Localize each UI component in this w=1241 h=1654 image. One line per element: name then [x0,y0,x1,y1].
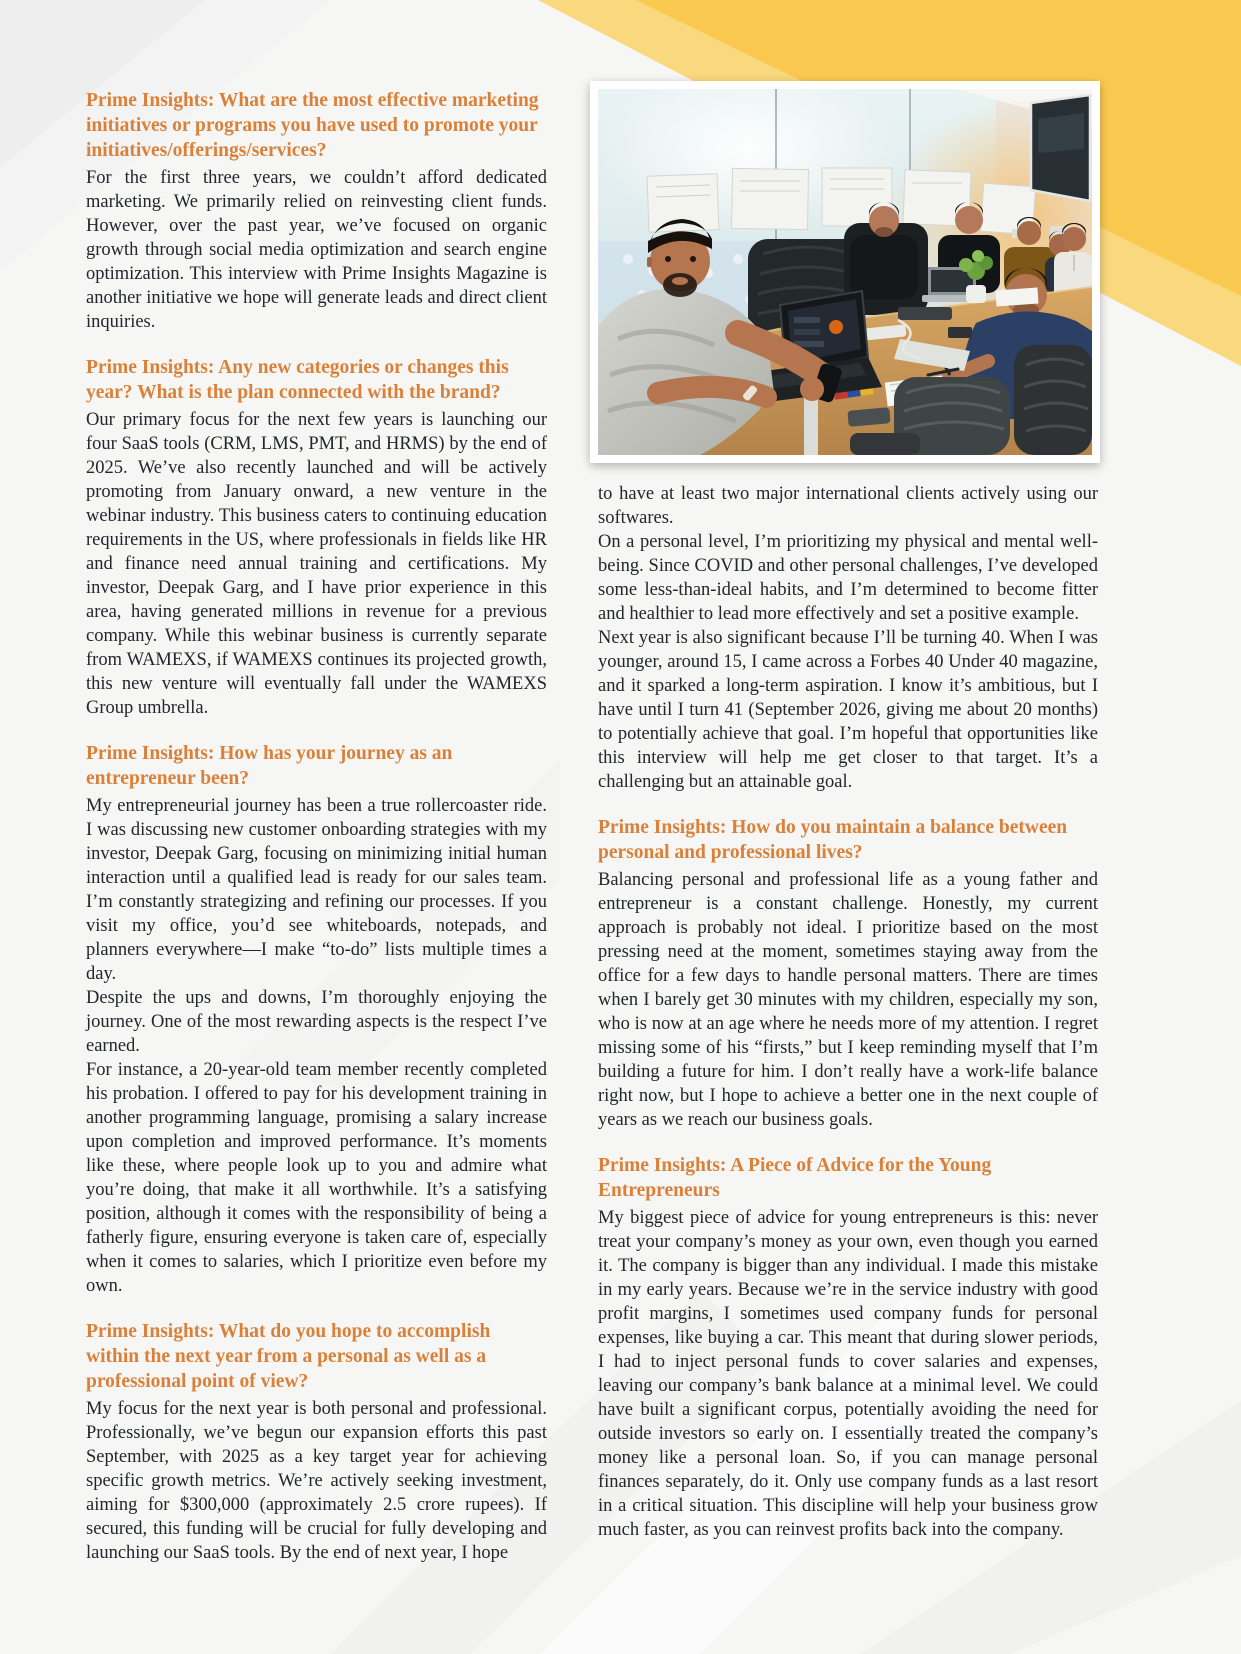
answer-paragraph: For instance, a 20-year-old team member recently completed his probation. I offered to pay for his development training in another programming language, promising a salary increase upon completion and improved performance. It’s moments like these, where people look up to you and admire what you’re doing, that make it all worthwhile. It’s a satisfying position, although it comes with the responsibility of being a fatherly figure, ensuring everyone is taken care of, especially when it comes to salaries, which I prioritize even before my own. [86,1060,547,1296]
question-heading: Prime Insights: How has your journey as an entrepreneur been? [86,743,453,789]
question-heading: Prime Insights: What do you hope to accomplish within the next year from a personal as well as a professional point of view? [86,1321,491,1392]
answer-paragraph: On a personal level, I’m prioritizing my physical and mental well-being. Since COVID and other personal challenges, I’ve developed some less-than-ideal habits, and I’m determined to become fitter and healthier to lead more effectively and set a positive example. [598,532,1098,624]
right-column [598,482,1098,1542]
answer-paragraph: Balancing personal and professional life as a young father and entrepreneur is a constant challenge. Honestly, my current approach is probably not ideal. I prioritize based on the most pressing need at the moment, sometimes staying away from the office for a few days to handle personal matters. There are times when I barely get 30 minutes with my children, especially my son, who is now at an age where he needs more of my attention. I regret missing some of his “firsts,” but I keep reminding myself that I’m building a future for him. I don’t really have a work-life balance right now, but I hope to achieve a better one in the next couple of years as we reach our business goals. [598,870,1098,1130]
question-heading: Prime Insights: Any new categories or changes this year? What is the plan connected with the brand? [86,357,509,403]
question-heading: Prime Insights: How do you maintain a balance between personal and professional lives? [598,817,1068,863]
meeting-photo [590,81,1100,463]
answer-paragraph: My biggest piece of advice for young entrepreneurs is this: never treat your company’s money as your own, even though you earned it. The company is bigger than any individual. I made this mistake in my early years. Because we’re in the service industry with good profit margins, I sometimes used company funds for personal expenses, like buying a car. This meant that during slower periods, I had to inject personal funds to cover salaries and expenses, leaving our company’s bank balance at a minimal level. We could have built a significant corpus, potentially avoiding the need for outside investors so early on. I essentially treated the company’s money like a personal loan. So, if you can manage personal finances separately, do it. Only use company funds as a last resort in a critical situation. This discipline will help your business grow much faster, as you can reinvest profits back into the company. [598,1208,1098,1540]
question-heading: Prime Insights: What are the most effective marketing initiatives or programs you have used to promote your initiatives/offerings/services? [86,90,539,161]
question-heading: Prime Insights: A Piece of Advice for the Young Entrepreneurs [598,1155,992,1201]
answer-paragraph: My focus for the next year is both personal and professional. Professionally, we’ve begun our expansion efforts this past September, with 2025 as a key target year for achieving specific growth metrics. We’re actively seeking investment, aiming for $300,000 (approximately 2.5 crore rupees). If secured, this funding will be crucial for fully developing and launching our SaaS tools. By the end of next year, I hope [86,1399,547,1563]
answer-paragraph: to have at least two major international clients actively using our softwares. [598,484,1098,528]
left-column [86,88,547,1565]
answer-paragraph: For the first three years, we couldn’t afford dedicated marketing. We primarily relied on reinvesting client funds. However, over the past year, we’ve focused on organic growth through social media optimization and search engine optimization. This interview with Prime Insights Magazine is another initiative we hope will generate leads and direct client inquiries. [86,168,547,332]
meeting-photo-illustration [598,89,1092,455]
answer-paragraph: My entrepreneurial journey has been a true rollercoaster ride. I was discussing new customer onboarding strategies with my investor, Deepak Garg, focusing on minimizing initial human interaction until a qualified lead is ready for our sales team. I’m constantly strategizing and refining our processes. If you visit my office, you’d see whiteboards, notepads, and planners everywhere—I make “to-do” lists multiple times a day. [86,796,547,984]
answer-paragraph: Our primary focus for the next few years is launching our four SaaS tools (CRM, LMS, PMT, and HRMS) by the end of 2025. We’ve also recently launched and will be actively promoting from January onward, a new venture in the webinar industry. This business caters to continuing education requirements in the US, where professionals in fields like HR and finance need annual training and certifications. My investor, Deepak Garg, and I have prior experience in this area, having generated millions in revenue for a previous company. While this webinar business is currently separate from WAMEXS, if WAMEXS continues its projected growth, this new venture will eventually fall under the WAMEXS Group umbrella. [86,410,547,718]
answer-paragraph: Next year is also significant because I’ll be turning 40. When I was younger, around 15, I came across a Forbes 40 Under 40 magazine, and it sparked a long-term aspiration. I know it’s ambitious, but I have until I turn 41 (September 2026, giving me about 20 months) to potentially achieve that goal. I’m hopeful that opportunities like this interview will help me get closer to that target. It’s a challenging but an attainable goal. [598,628,1098,792]
answer-paragraph: Despite the ups and downs, I’m thoroughly enjoying the journey. One of the most rewarding aspects is the respect I’ve earned. [86,988,547,1056]
table-leg [804,395,818,455]
